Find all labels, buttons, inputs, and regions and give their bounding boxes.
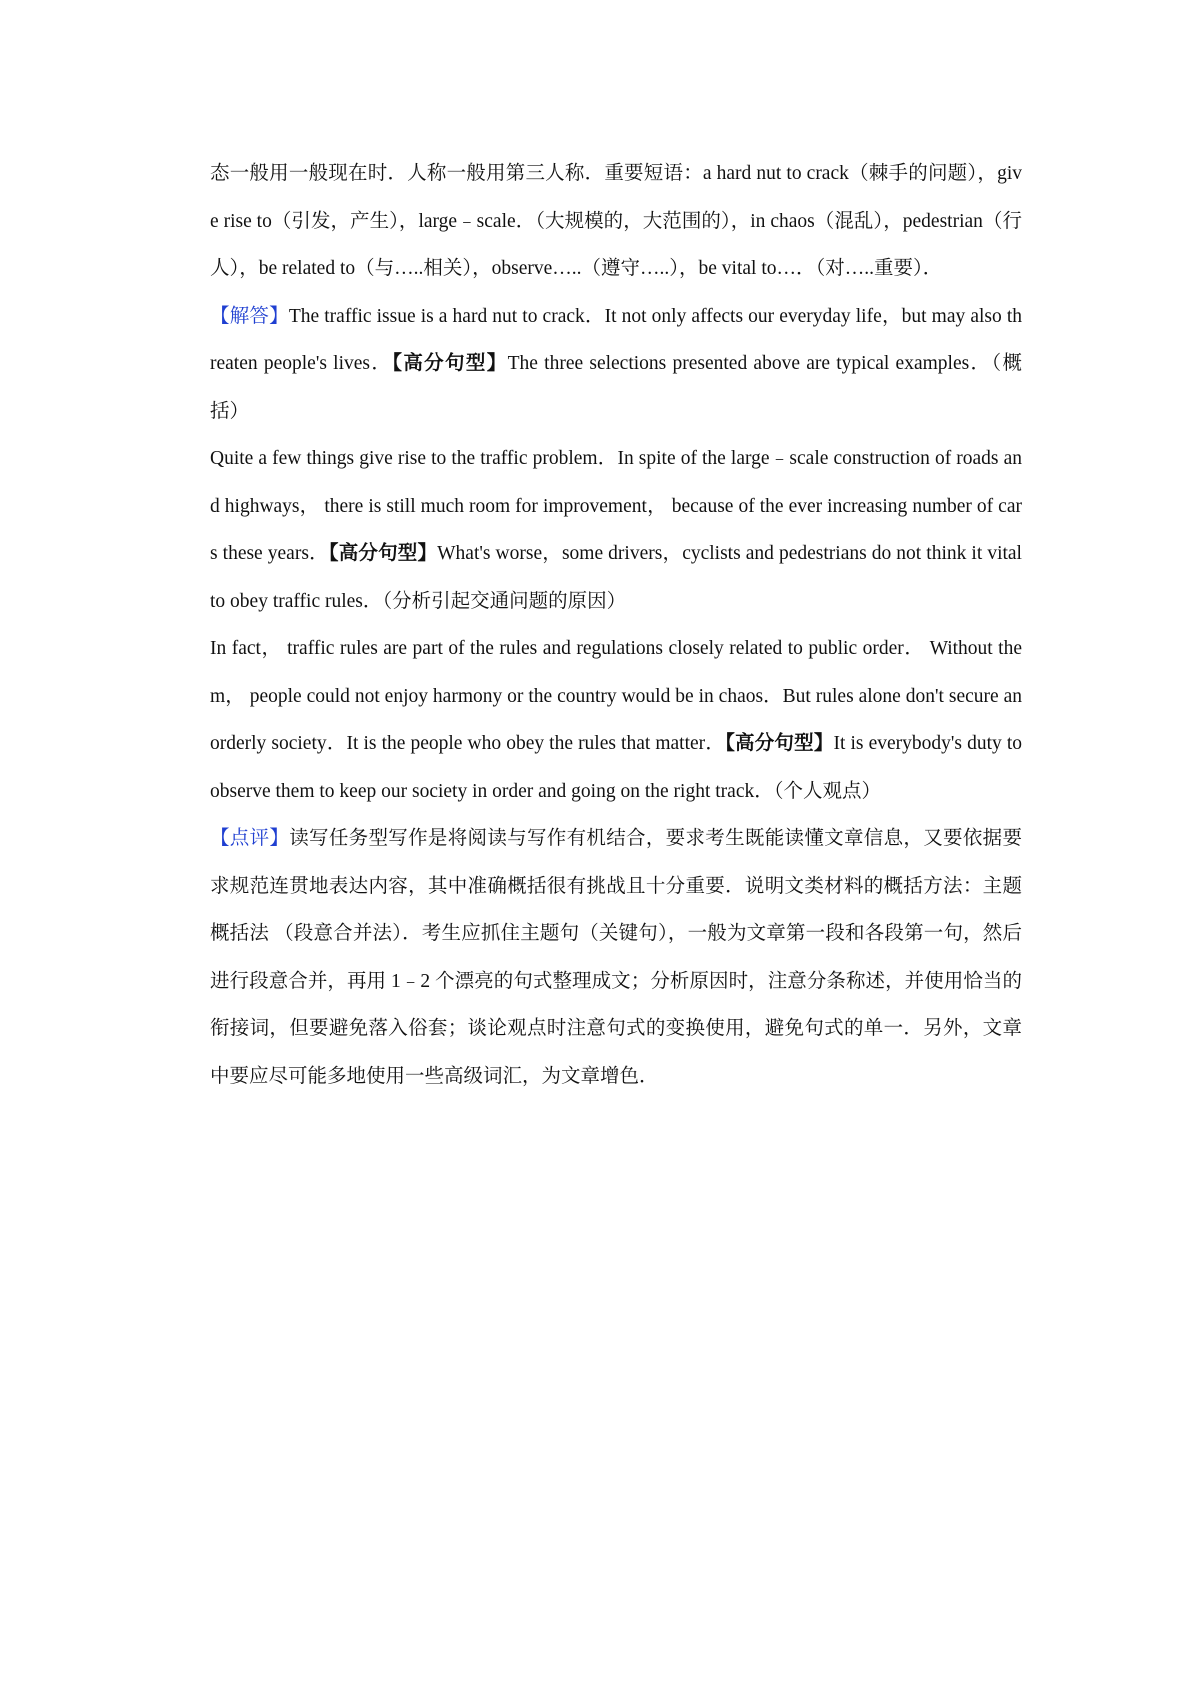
answer-paragraph-3	[210, 625, 1022, 815]
document-page	[210, 150, 1022, 1100]
comment-paragraph	[210, 815, 1022, 1100]
comment-text: 读写任务型写作是将阅读与写作有机结合，要求考生既能读懂文章信息，又要依据要求规范连贯地表达内容，其中准确概括很有挑战且十分重要．说明文类材料的概括方法：主题概括法 （段意合并法）．考生应抓住主题句（关键句），一般为文章第一段和各段第一句，然后进行段意合并，再用 1﹣2 个漂亮的句式整理成文；分析原因时，注意分条称述，并使用恰当的衔接词，但要避免落入俗套；谈论观点时注意句式的变换使用，避免句式的单一．另外，文章中要应尽可能多地使用一些高级词汇，为文章增色．	[210, 828, 1022, 1087]
answer-p3-text-a: In fact， traffic rules are part of the rules and regulations closely related to public order． Without them， people could not enjoy harmony or the country would be in chaos．But rules alone don't secure an orderly society．It is the people who obey the rules that matter．	[210, 638, 1022, 754]
high-score-sentence-tag: 【高分句型】	[725, 733, 834, 754]
analysis-tail-paragraph: 态一般用一般现在时．人称一般用第三人称．重要短语：a hard nut to crack（棘手的问题），give rise to（引发，产生），large﹣scale．（大规模的，大范围的），in chaos（混乱），pedestrian（行人），be related to（与…..相关），observe…..（遵守…..），be vital to…．（对…..重要）．	[210, 163, 1022, 279]
answer-p3-text-b: It is everybody's duty to observe them to keep our society in order and going on the right track．（个人观点）	[210, 733, 1022, 802]
comment-tag: 【点评】	[210, 828, 290, 849]
high-score-sentence-tag: 【高分句型】	[328, 543, 438, 564]
answer-tag: 【解答】	[210, 305, 289, 327]
answer-p1-text-b: The three selections presented above are typical examples．（概括）	[210, 353, 1022, 422]
answer-p2-text-a: Quite a few things give rise to the traffic problem．In spite of the large﹣scale construction of roads and highways， there is still much room for improvement， because of the ever increasing number of cars these years．	[210, 448, 1022, 564]
answer-p1-text-a: The traffic issue is a hard nut to crack．It not only affects our everyday life，but may also threaten people's lives．	[210, 305, 1022, 374]
answer-p2-text-b: What's worse，some drivers，cyclists and pedestrians do not think it vital to obey traffic rules．（分析引起交通问题的原因）	[210, 543, 1022, 612]
answer-paragraph-1	[210, 293, 1022, 436]
answer-paragraph-2	[210, 435, 1022, 625]
high-score-sentence-tag: 【高分句型】	[392, 353, 508, 374]
